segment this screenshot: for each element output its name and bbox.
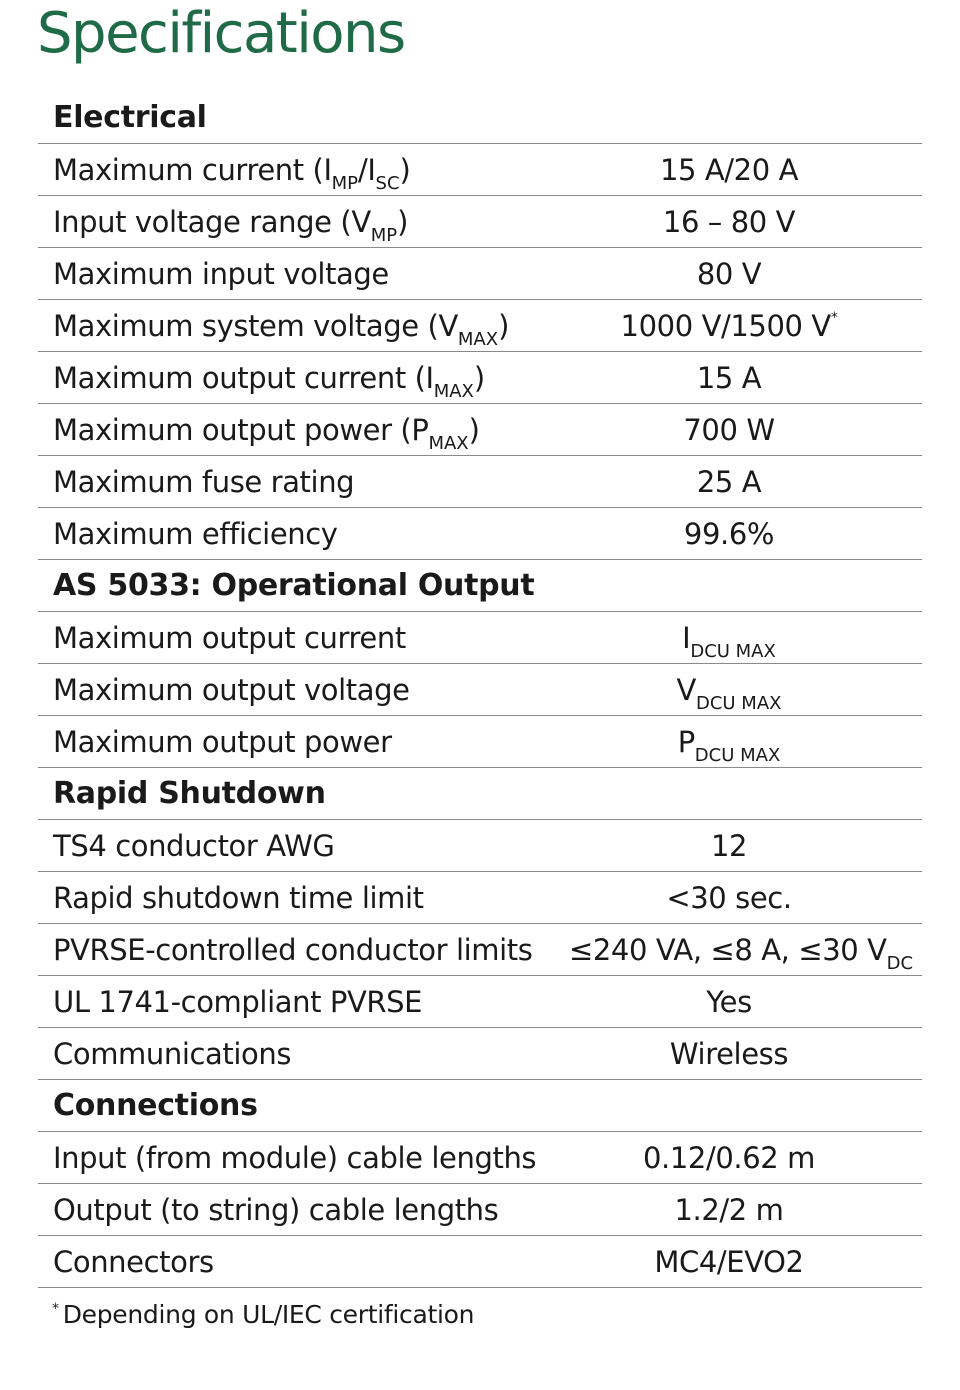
- section-title: Electrical: [53, 100, 207, 135]
- spec-label: Maximum system voltage $(V_{MAX})$: [53, 308, 510, 350]
- spec-label: Input voltage range $(V_{MP})$: [53, 204, 409, 246]
- table-row: [38, 196, 922, 248]
- spec-value: 16 – 80 V: [662, 204, 796, 239]
- spec-value: 12: [710, 828, 748, 863]
- table-row: [38, 144, 922, 196]
- table-row: [38, 1028, 922, 1080]
- spec-value: 25 A: [696, 464, 762, 499]
- section-title: Rapid Shutdown: [53, 776, 326, 811]
- spec-label: PVRSE-controlled conductor limits: [53, 932, 533, 967]
- table-row: [38, 716, 922, 768]
- spec-value: 15 A/20 A: [659, 152, 799, 187]
- spec-label: Input (from module) cable lengths: [53, 1140, 537, 1175]
- table-row: [38, 1184, 922, 1236]
- section-header-as5033: [38, 560, 922, 612]
- spec-value: ≤240 VA, ≤8 A, ≤30 $V_{DC}$: [568, 932, 914, 974]
- table-row: [38, 976, 922, 1028]
- spec-value: 0.12/0.62 m: [643, 1140, 815, 1175]
- spec-value: 1.2/2 m: [674, 1192, 784, 1227]
- table-row: [38, 404, 922, 456]
- spec-label: Maximum output power $(P_{MAX})$: [53, 412, 480, 454]
- table-row: [38, 664, 922, 716]
- table-row: [38, 300, 922, 352]
- spec-label: Maximum efficiency: [53, 516, 338, 551]
- spec-value: $P_{DCU MAX}$: [677, 724, 781, 766]
- page-title: Specifications: [37, 1, 405, 66]
- spec-value: 1000 V/1500 V*: [620, 308, 838, 343]
- table-row: [38, 248, 922, 300]
- spec-value: 99.6%: [683, 516, 775, 551]
- footnote-mark: *: [52, 1301, 59, 1317]
- spec-label: Rapid shutdown time limit: [53, 880, 424, 915]
- section-title: Connections: [53, 1088, 258, 1123]
- spec-value: 700 W: [683, 412, 775, 447]
- spec-label: Maximum fuse rating: [53, 464, 355, 499]
- spec-value: $V_{DCU MAX}$: [676, 672, 782, 714]
- table-row: [38, 1132, 922, 1184]
- table-row: [38, 352, 922, 404]
- spec-label: UL 1741-compliant PVRSE: [53, 984, 423, 1019]
- table-row: [38, 1236, 922, 1288]
- spec-label: Maximum output voltage: [53, 672, 410, 707]
- footnote: [52, 1300, 474, 1329]
- spec-label: Connectors: [53, 1244, 214, 1279]
- spec-label: Output (to string) cable lengths: [53, 1192, 499, 1227]
- spec-label: Maximum current $(I_{MP}/I_{SC})$: [53, 152, 411, 194]
- spec-value: Yes: [706, 984, 752, 1019]
- spec-value: MC4/EVO2: [654, 1244, 804, 1279]
- section-title: AS 5033: Operational Output: [53, 568, 535, 603]
- table-row: [38, 820, 922, 872]
- section-header-connections: [38, 1080, 922, 1132]
- table-row: [38, 872, 922, 924]
- spec-value: $I_{DCU MAX}$: [682, 620, 776, 662]
- section-header-rapid-shutdown: [38, 768, 922, 820]
- spec-label: Communications: [53, 1036, 292, 1071]
- spec-label: Maximum output power: [53, 724, 392, 759]
- spec-table: [38, 92, 922, 1288]
- footnote-mark: *: [830, 309, 838, 326]
- spec-value: Wireless: [669, 1036, 789, 1071]
- spec-value: 15 A: [696, 360, 762, 395]
- spec-label: Maximum output current $(I_{MAX})$: [53, 360, 485, 402]
- table-row: [38, 612, 922, 664]
- spec-value: <30 sec.: [666, 880, 792, 915]
- spec-label: TS4 conductor AWG: [53, 828, 335, 863]
- spec-label: Maximum output current: [53, 620, 406, 655]
- table-row: [38, 456, 922, 508]
- spec-label: Maximum input voltage: [53, 256, 389, 291]
- table-row: [38, 924, 922, 976]
- section-header-electrical: [38, 92, 922, 144]
- spec-value: 80 V: [696, 256, 762, 291]
- table-row: [38, 508, 922, 560]
- footnote-text: Depending on UL/IEC certification: [62, 1300, 475, 1329]
